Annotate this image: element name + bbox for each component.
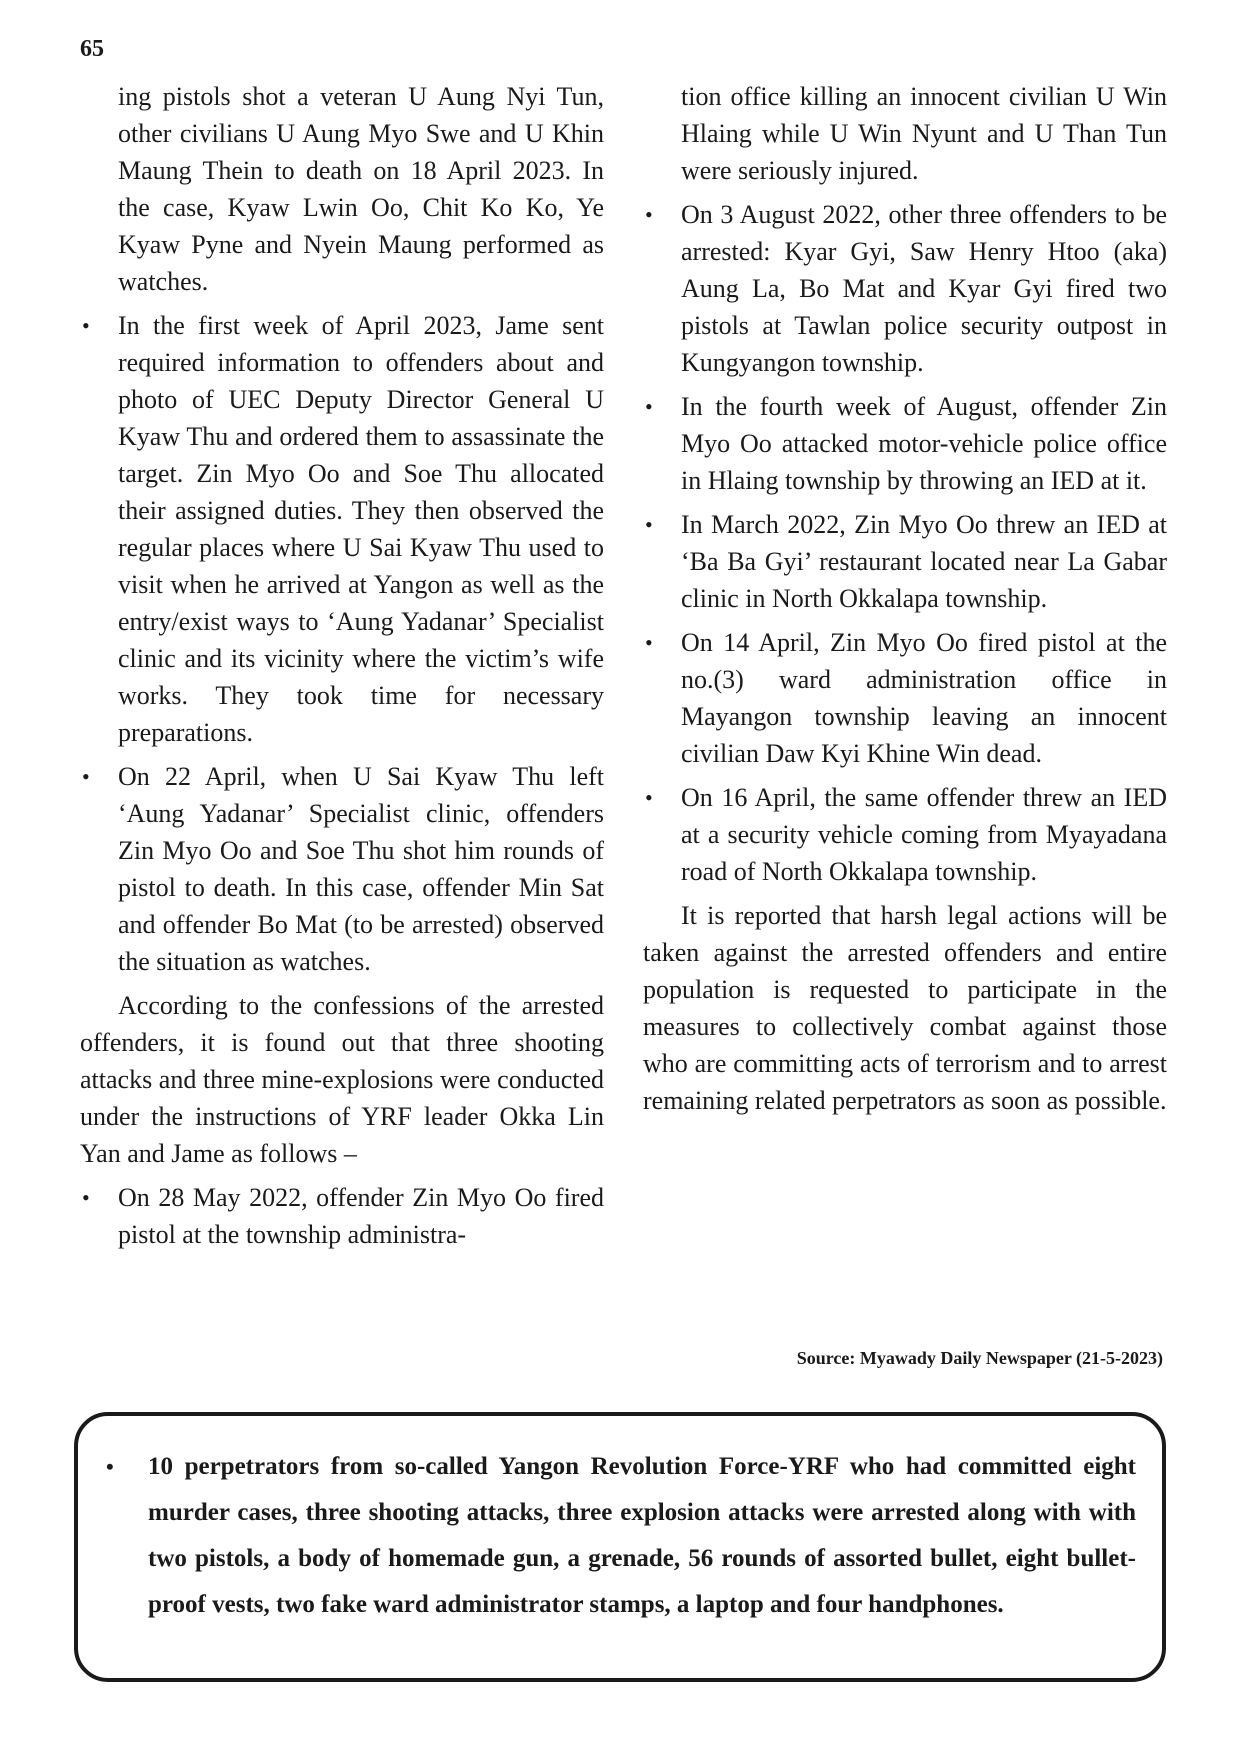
summary-box xyxy=(74,1412,1166,1682)
summary-item xyxy=(106,1444,1136,1628)
left-continuation-text: ing pistols shot a veteran U Aung Nyi Tun, other civilians U Aung Myo Swe and U Khin Maung Thein to death on 18 April 2023. In the case, Kyaw Lwin Oo, Chit Ko Ko, Ye Kyaw Pyne and Nyein Maung performed as watches. xyxy=(118,82,604,296)
list-item-text: On 28 May 2022, offender Zin Myo Oo fired pistol at the township administra- xyxy=(118,1183,604,1249)
left-column xyxy=(80,78,604,1260)
list-item xyxy=(643,779,1167,890)
summary-text: 10 perpetrators from so-called Yangon Revolution Force-YRF who had committed eight murder cases, three shooting attacks, three explosion attacks were arrested along with with two pistols, a body of homemade gun, a grenade, 56 rounds of assorted bullet, eight bullet-proof vests, two fake ward administrator stamps, a laptop and four handphones. xyxy=(148,1453,1136,1618)
conclusion-paragraph: It is reported that harsh legal actions will be taken against the arrested offenders and entire population is requested to participate in the measures to collectively combat against those who are committing acts of terrorism and to arrest remaining related perpetrators as soon as possible. xyxy=(643,901,1167,1115)
bullet-icon: • xyxy=(645,785,653,810)
list-item xyxy=(643,388,1167,499)
list-item xyxy=(80,1179,604,1253)
source-citation: Source: Myawady Daily Newspaper (21-5-2023) xyxy=(796,1348,1163,1368)
list-item-text: In March 2022, Zin Myo Oo threw an IED at ‘Ba Ba Gyi’ restaurant located near La Gabar clinic in North Okkalapa township. xyxy=(681,510,1167,613)
right-column xyxy=(643,78,1167,1126)
bullet-icon: • xyxy=(82,1185,90,1210)
list-item-text: On 14 April, Zin Myo Oo fired pistol at the no.(3) ward administration office in Mayangon township leaving an innocent civilian Daw Kyi Khine Win dead. xyxy=(681,628,1167,768)
bullet-icon: • xyxy=(645,202,653,227)
bullet-icon: • xyxy=(645,512,653,537)
bullet-icon: • xyxy=(645,630,653,655)
list-item xyxy=(643,506,1167,617)
list-item xyxy=(643,196,1167,381)
list-item-text: On 3 August 2022, other three offenders to be arrested: Kyar Gyi, Saw Henry Htoo (aka) Aung La, Bo Mat and Kyar Gyi fired two pistols at Tawlan police security outpost in Kungyangon township. xyxy=(681,200,1167,377)
confessions-paragraph: According to the confessions of the arrested offenders, it is found out that three shooting attacks and three mine-explosions were conducted under the instructions of YRF leader Okka Lin Yan and Jame as follows – xyxy=(80,991,604,1168)
list-item xyxy=(643,624,1167,772)
page-number: 65 xyxy=(80,36,104,62)
list-item-text: In the first week of April 2023, Jame sent required information to offenders about and photo of UEC Deputy Director General U Kyaw Thu and ordered them to assassinate the target. Zin Myo Oo and Soe Thu allocated their assigned duties. They then observed the regular places where U Sai Kyaw Thu used to visit when he arrived at Yangon as well as the entry/exist ways to ‘Aung Yadanar’ Specialist clinic and its vicinity where the victim’s wife works. They took time for necessary preparations. xyxy=(118,311,604,747)
list-item xyxy=(80,758,604,980)
bullet-icon: • xyxy=(106,1454,114,1479)
bullet-icon: • xyxy=(645,394,653,419)
bullet-icon: • xyxy=(82,764,90,789)
list-item-text: In the fourth week of August, offender Zin Myo Oo attacked motor-vehicle police office in Hlaing township by throwing an IED at it. xyxy=(681,392,1167,495)
right-continuation-text: tion office killing an innocent civilian U Win Hlaing while U Win Nyunt and U Than Tun were seriously injured. xyxy=(681,82,1167,185)
list-item xyxy=(80,307,604,751)
bullet-icon: • xyxy=(82,313,90,338)
list-item-text: On 22 April, when U Sai Kyaw Thu left ‘Aung Yadanar’ Specialist clinic, offenders Zin Myo Oo and Soe Thu shot him rounds of pistol to death. In this case, offender Min Sat and offender Bo Mat (to be arrested) observed the situation as watches. xyxy=(118,762,604,976)
list-item-text: On 16 April, the same offender threw an IED at a security vehicle coming from Myayadana road of North Okkalapa township. xyxy=(681,783,1167,886)
